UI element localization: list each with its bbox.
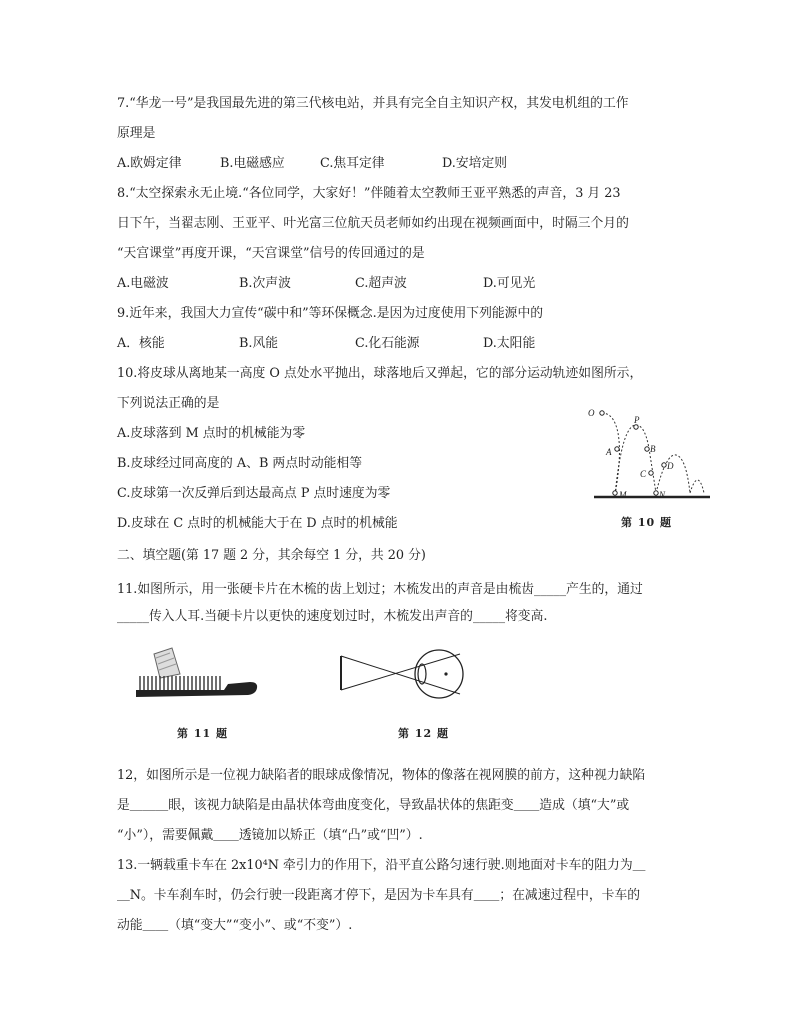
q7-stem-line2: 原理是 <box>117 126 156 141</box>
q9-option-c: C.化石能源 <box>355 336 420 351</box>
q9-stem-line1: 9.近年来，我国大力宣传“碳中和”等环保概念.是因为过度使用下列能源中的 <box>117 306 544 321</box>
figure-11-comb-and-card <box>132 644 262 702</box>
point-p-marker <box>634 425 638 429</box>
label-a: A <box>606 447 612 457</box>
q12-stem-line1: 12，如图所示是一位视力缺陷者的眼球成像情况，物体的像落在视网膜的前方，这种视力缺陷 <box>117 768 646 783</box>
point-d-marker <box>662 463 666 467</box>
q10-option-c: C.皮球第一次反弹后到达最高点 P 点时速度为零 <box>117 486 391 501</box>
q10-option-d: D.皮球在 C 点时的机械能大于在 D 点时的机械能 <box>117 516 398 531</box>
q10-stem-line1: 10.将皮球从离地某一高度 O 点处水平抛出，球落地后又弹起，它的部分运动轨迹如图所示， <box>117 366 643 381</box>
q8-stem-line1: 8.“太空探索永无止境.“各位同学，大家好！”伴随着太空教师王亚平熟悉的声音，3 月 23 <box>117 186 621 201</box>
figure-12-eye-diagram <box>330 650 470 720</box>
q10-option-a: A.皮球落到 M 点时的机械能为零 <box>117 426 306 441</box>
image-point <box>444 672 447 675</box>
q7-option-c: C.焦耳定律 <box>320 156 385 171</box>
q12-stem-line2: 是＿＿＿眼，该视力缺陷是由晶状体弯曲度变化，导致晶状体的焦距变＿＿造成（填“大”或 <box>117 798 630 813</box>
label-c: C <box>640 469 647 479</box>
q10-option-b: B.皮球经过同高度的 A、B 两点时动能相等 <box>117 456 363 471</box>
q11-stem-line1: 11.如图所示，用一张硬卡片在木梳的齿上划过；木梳发出的声音是由梳齿_____产生的，通过 <box>117 582 643 597</box>
q13-stem-line1: 13.一辆载重卡车在 2x10⁴N 牵引力的作用下，沿平直公路匀速行驶.则地面对卡车的阻力为＿ <box>117 858 646 873</box>
q13-stem-line3: 动能＿＿（填“变大”“变小”、或“不变”）. <box>117 918 353 933</box>
eyeball <box>415 650 463 698</box>
label-p: P <box>634 415 640 425</box>
label-n: N <box>659 490 666 500</box>
point-c-marker <box>649 471 653 475</box>
q9-option-d: D.太阳能 <box>483 336 536 351</box>
q7-option-a: A.欧姆定律 <box>117 156 182 171</box>
q7-stem-line1: 7.“华龙一号”是我国最先进的第三代核电站，并具有完全自主知识产权，其发电机组的工作 <box>117 96 629 111</box>
q8-stem-line2: 日下午，当翟志刚、王亚平、叶光富三位航天员老师如约出现在视频画面中，时隔三个月的 <box>117 216 629 231</box>
q13-stem-line2: ＿N。卡车刹车时，仍会行驶一段距离才停下，是因为卡车具有＿＿；在减速过程中，卡车的 <box>117 888 641 903</box>
figure-10-trajectory <box>586 405 716 500</box>
comb-teeth <box>140 676 220 690</box>
card-shape <box>154 648 180 678</box>
label-b: B <box>650 444 656 454</box>
label-m: M <box>619 490 627 500</box>
q12-stem-line3: “小”），需要佩戴＿＿透镜加以矫正（填“凸”或“凹”）. <box>117 828 423 843</box>
point-b-marker <box>645 447 649 451</box>
q9-option-a: A．核能 <box>117 336 165 351</box>
figure-12-caption: 第 12 题 <box>398 727 449 740</box>
q7-option-b: B.电磁感应 <box>220 156 285 171</box>
ray-bottom <box>341 654 460 690</box>
trajectory-third-bounce <box>690 480 704 493</box>
q7-option-d: D.安培定则 <box>442 156 508 171</box>
label-o: O <box>588 408 595 418</box>
eye-lens <box>418 664 426 684</box>
q8-option-d: D.可见光 <box>483 276 536 291</box>
point-m-marker <box>613 491 617 495</box>
trajectory-first-bounce <box>615 425 656 495</box>
q8-option-a: A.电磁波 <box>117 276 169 291</box>
ray-top <box>341 656 460 694</box>
figure-11-caption: 第 11 题 <box>177 727 228 740</box>
label-d: D <box>667 461 674 471</box>
q10-stem-line2: 下列说法正确的是 <box>117 396 220 411</box>
section-2-heading: 二、填空题(第 17 题 2 分，其余每空 1 分，共 20 分) <box>117 548 426 563</box>
q9-option-b: B.风能 <box>239 336 279 351</box>
q11-stem-line2: _____传入人耳.当硬卡片以更快的速度划过时，木梳发出声音的_____将变高. <box>117 609 548 624</box>
q8-stem-line3: “天宫课堂”再度开课，“天宫课堂”信号的传回通过的是 <box>117 246 425 261</box>
point-o-marker <box>600 411 604 415</box>
q8-option-b: B.次声波 <box>239 276 291 291</box>
figure-10-caption: 第 10 题 <box>621 516 672 529</box>
point-n-marker <box>654 491 658 495</box>
point-a-marker <box>615 447 619 451</box>
q8-option-c: C.超声波 <box>355 276 407 291</box>
